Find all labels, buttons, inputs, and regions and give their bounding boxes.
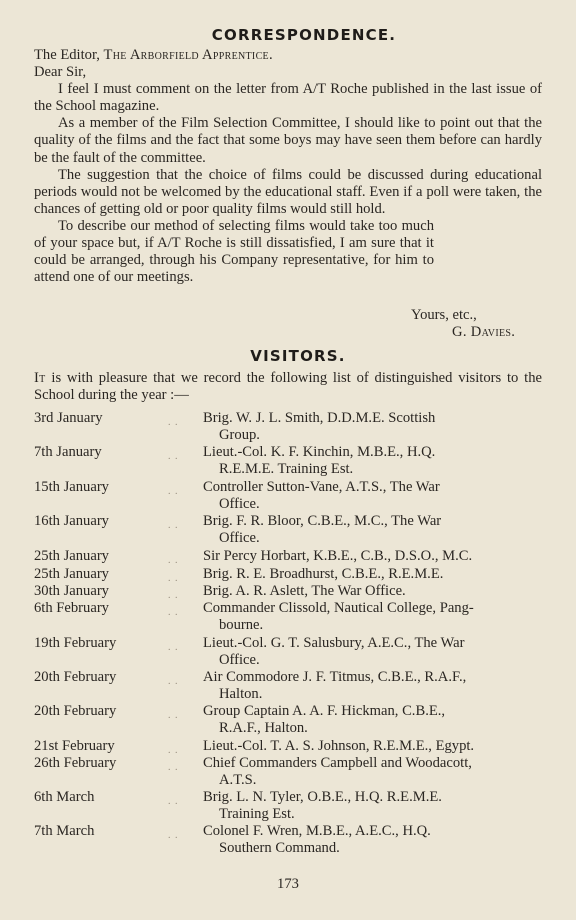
visit-date: 6th February — [34, 600, 109, 616]
visitors-heading: VISITORS. — [250, 347, 346, 365]
visitor-name — [203, 583, 543, 600]
visitor-name-line1: Lieut.-Col. T. A. S. Johnson, R.E.M.E., Egypt. — [203, 738, 475, 754]
dot-leader: . . — [168, 762, 179, 773]
letter-signoff: Yours, etc., — [411, 307, 477, 323]
letter-paragraph: The suggestion that the choice of films could be discussed during educational periods would not be welcomed by the educational staff. Even if a poll were taken, the chances of getting old or poor quality films would still hold. — [34, 166, 542, 217]
visitor-name — [203, 444, 543, 478]
page-number: 173 — [277, 876, 299, 892]
visitor-name-line2: bourne. — [219, 617, 264, 634]
letter-paragraph: I feel I must comment on the letter from A/T Roche published in the last issue of the School magazine. — [34, 81, 542, 115]
visit-date: 6th March — [34, 789, 95, 805]
letter-address — [34, 47, 542, 64]
visitor-name-line1: Lieut.-Col. G. T. Salusbury, A.E.C., The War — [203, 635, 465, 651]
letter-paragraph: As a member of the Film Selection Committee, I should like to point out that the quality of the films and the fact that some boys may have seen them before can hardly be the fault of the committee. — [34, 115, 542, 166]
visitor-name-line1: Group Captain A. A. F. Hickman, C.B.E., — [203, 703, 446, 719]
dot-leader: . . — [168, 642, 179, 653]
visitor-name — [203, 755, 543, 789]
address-magazine: The Arborfield Apprentice. — [103, 47, 273, 63]
visit-date: 20th February — [34, 669, 117, 685]
dot-leader: . . — [168, 607, 179, 618]
visitor-name-line2: Southern Command. — [219, 840, 340, 857]
visitor-name-line1: Brig. R. E. Broadhurst, C.B.E., R.E.M.E. — [203, 566, 444, 582]
visitor-name — [203, 479, 543, 513]
dot-leader: . . — [168, 555, 179, 566]
visitor-name — [203, 738, 543, 755]
visitor-name — [203, 513, 543, 547]
visitor-name-line1: Lieut.-Col. K. F. Kinchin, M.B.E., H.Q. — [203, 444, 436, 460]
address-prefix: The Editor, — [34, 47, 104, 63]
letter-signature: G. Davies. — [452, 324, 516, 340]
dot-leader: . . — [168, 417, 179, 428]
visit-date: 25th January — [34, 548, 109, 564]
intro-first-word: It — [34, 370, 46, 386]
visitor-name — [203, 789, 543, 823]
visit-date: 3rd January — [34, 410, 103, 426]
dot-leader: . . — [168, 486, 179, 497]
visitor-name — [203, 703, 543, 737]
correspondence-heading: CORRESPONDENCE. — [211, 26, 397, 44]
visitor-name — [203, 548, 543, 565]
visitor-name-line1: Air Commodore J. F. Titmus, C.B.E., R.A.F., — [203, 669, 467, 685]
visitor-name-line2: Office. — [219, 496, 260, 513]
visitor-name-line2: R.A.F., Halton. — [219, 720, 308, 737]
visit-date: 21st February — [34, 738, 115, 754]
visit-date: 15th January — [34, 479, 109, 495]
visitor-name-line2: R.E.M.E. Training Est. — [219, 461, 354, 478]
visit-date: 30th January — [34, 583, 109, 599]
visitors-intro — [34, 370, 542, 404]
dot-leader: . . — [168, 830, 179, 841]
visitor-name-line1: Controller Sutton-Vane, A.T.S., The War — [203, 479, 440, 495]
visitor-name-line1: Sir Percy Horbart, K.B.E., C.B., D.S.O., M.C. — [203, 548, 473, 564]
visit-date: 7th March — [34, 823, 95, 839]
dot-leader: . . — [168, 520, 179, 531]
dot-leader: . . — [168, 573, 179, 584]
intro-text: is with pleasure that we record the following list of distinguished visitors to the School during the year :— — [34, 370, 542, 404]
visit-date: 20th February — [34, 703, 117, 719]
visitor-name-line2: Office. — [219, 530, 260, 547]
visitor-name-line1: Brig. A. R. Aslett, The War Office. — [203, 583, 406, 599]
visitor-name — [203, 600, 543, 634]
visitor-name-line2: Group. — [219, 427, 260, 444]
visitor-name-line2: A.T.S. — [219, 772, 257, 789]
visit-date: 26th February — [34, 755, 117, 771]
visitor-name — [203, 635, 543, 669]
letter-body — [34, 47, 542, 286]
visit-date: 19th February — [34, 635, 117, 651]
visitor-name-line1: Colonel F. Wren, M.B.E., A.E.C., H.Q. — [203, 823, 431, 839]
visitor-name-line2: Office. — [219, 652, 260, 669]
visitor-name-line1: Brig. F. R. Bloor, C.B.E., M.C., The War — [203, 513, 442, 529]
letter-paragraph: To describe our method of selecting films would take too much of your space but, if A/T Roche is still dissatisfied, I am sure that it could be arranged, through his Company representative, for him to attend one of our meetings. — [34, 217, 434, 286]
visitor-name-line1: Commander Clissold, Nautical College, Pang- — [203, 600, 474, 616]
visitor-name-line2: Training Est. — [219, 806, 295, 823]
visitor-name-line2: Halton. — [219, 686, 263, 703]
visitor-name — [203, 823, 543, 857]
letter-salutation: Dear Sir, — [34, 64, 87, 81]
dot-leader: . . — [168, 745, 179, 756]
dot-leader: . . — [168, 676, 179, 687]
visit-date: 16th January — [34, 513, 109, 529]
visitor-name — [203, 669, 543, 703]
dot-leader: . . — [168, 590, 179, 601]
visitor-name-line1: Chief Commanders Campbell and Woodacott, — [203, 755, 472, 771]
visitor-name-line1: Brig. W. J. L. Smith, D.D.M.E. Scottish — [203, 410, 436, 426]
visitor-name — [203, 566, 543, 583]
visitor-name — [203, 410, 543, 444]
dot-leader: . . — [168, 710, 179, 721]
visit-date: 7th January — [34, 444, 102, 460]
visitor-name-line1: Brig. L. N. Tyler, O.B.E., H.Q. R.E.M.E. — [203, 789, 442, 805]
visit-date: 25th January — [34, 566, 109, 582]
dot-leader: . . — [168, 796, 179, 807]
dot-leader: . . — [168, 451, 179, 462]
